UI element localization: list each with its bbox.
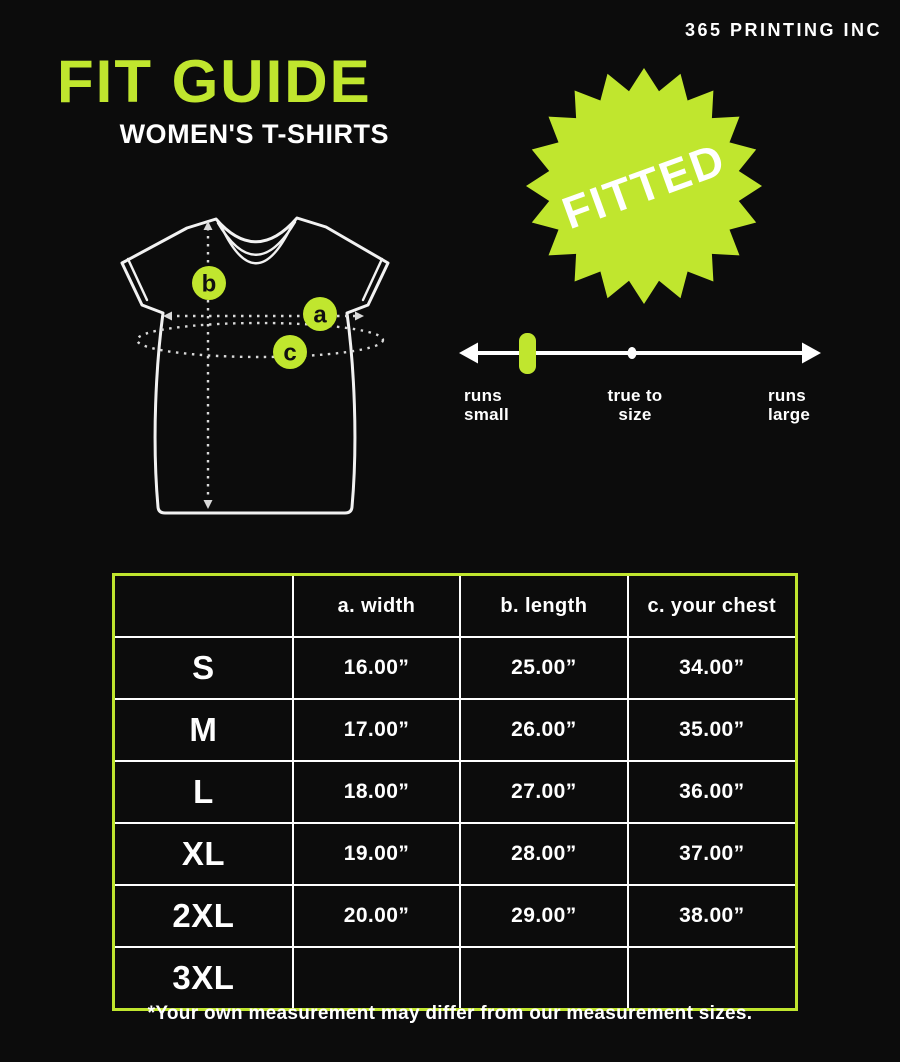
width-value	[293, 947, 460, 1008]
length-value: 25.00”	[460, 637, 627, 699]
length-value: 27.00”	[460, 761, 627, 823]
page-heading	[57, 48, 389, 150]
true-to-size-label-line1: true to	[607, 386, 663, 405]
length-arrow-down	[204, 500, 213, 509]
length-value: 29.00”	[460, 885, 627, 947]
collar-line-1	[218, 222, 295, 255]
size-table-container	[112, 573, 798, 1011]
brand-name: 365 PRINTING INC	[684, 20, 882, 40]
table-row	[115, 947, 795, 1008]
table-row	[115, 761, 795, 823]
measurement-disclaimer: *Your own measurement may differ from our measurement sizes.	[147, 1003, 753, 1024]
chest-value: 37.00”	[628, 823, 795, 885]
size-label: XL	[115, 823, 293, 885]
runs-large-label-line2: large	[768, 405, 811, 424]
size-label: 2XL	[115, 885, 293, 947]
size-label: M	[115, 699, 293, 761]
header-width: a. width	[293, 576, 460, 637]
header-length: b. length	[460, 576, 627, 637]
marker-b-label: b	[201, 270, 217, 298]
true-to-size-label-line2: size	[618, 405, 652, 424]
fit-scale-marker[interactable]	[519, 333, 536, 374]
table-row	[115, 823, 795, 885]
fitted-badge	[514, 56, 774, 316]
runs-small-label-line2: small	[464, 405, 509, 424]
page-title: FIT GUIDE	[57, 48, 372, 115]
header-size	[115, 576, 293, 637]
length-value	[460, 947, 627, 1008]
chest-value: 38.00”	[628, 885, 795, 947]
chest-value: 36.00”	[628, 761, 795, 823]
chest-value: 35.00”	[628, 699, 795, 761]
fit-scale	[450, 328, 830, 428]
width-value: 20.00”	[293, 885, 460, 947]
chest-value	[628, 947, 795, 1008]
size-table	[115, 576, 795, 1008]
length-value: 28.00”	[460, 823, 627, 885]
runs-large-label-line1: runs	[768, 386, 807, 405]
fit-scale-arrow-right	[802, 343, 821, 364]
page-subtitle: WOMEN'S T-SHIRTS	[119, 119, 389, 149]
tshirt-diagram	[105, 195, 405, 525]
table-header-row	[115, 576, 795, 637]
runs-small-label-line1: runs	[464, 386, 503, 405]
width-value: 17.00”	[293, 699, 460, 761]
length-value: 26.00”	[460, 699, 627, 761]
width-arrow-right	[355, 312, 364, 321]
true-to-size-dot	[628, 347, 637, 359]
size-label: S	[115, 637, 293, 699]
size-label: L	[115, 761, 293, 823]
table-row	[115, 885, 795, 947]
marker-c-label: c	[283, 339, 297, 367]
table-row	[115, 699, 795, 761]
badge-label: FITTED	[555, 133, 733, 239]
marker-a-label: a	[313, 301, 327, 329]
table-row	[115, 637, 795, 699]
fit-scale-arrow-left	[459, 343, 478, 364]
width-value: 16.00”	[293, 637, 460, 699]
size-label: 3XL	[115, 947, 293, 1008]
chest-value: 34.00”	[628, 637, 795, 699]
width-value: 19.00”	[293, 823, 460, 885]
header-chest: c. your chest	[628, 576, 795, 637]
width-value: 18.00”	[293, 761, 460, 823]
chest-dotted-ellipse	[137, 323, 383, 357]
